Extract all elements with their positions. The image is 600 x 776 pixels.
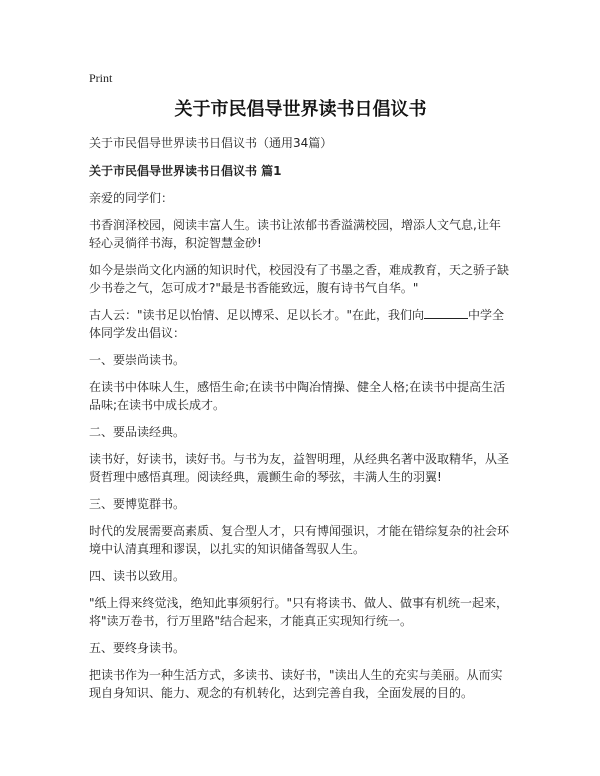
greeting: 亲爱的同学们： bbox=[89, 191, 174, 205]
paragraph-2: 如今是崇尚文化内涵的知识时代，校园没有了书墨之香，难成教育，天之骄子缺少书卷之气，怎可成才?"最是书香能致远，腹有诗书气自华。" bbox=[89, 263, 510, 295]
document-title: 关于市民倡导世界读书日倡议书 bbox=[174, 99, 427, 120]
paragraph-3 bbox=[89, 306, 512, 342]
point-2-heading: 二、要品读经典。 bbox=[89, 425, 186, 439]
paragraph-3-end: 中学全体同学发出倡议： bbox=[89, 308, 505, 340]
point-3-heading: 三、要博览群书。 bbox=[89, 497, 186, 511]
point-2-text: 读书好，好读书，读好书。与书为友，益智明理，从经典名著中汲取精华，从圣贤哲理中感悟真理。阅读经典，震颤生命的琴弦，丰满人生的羽翼! bbox=[89, 452, 510, 484]
print-link[interactable]: Print bbox=[89, 71, 113, 85]
document-subtitle: 关于市民倡导世界读书日倡议书（通用34篇） bbox=[89, 136, 333, 150]
point-3-text: 时代的发展需要高素质、复合型人才，只有博闻强识，才能在错综复杂的社会环境中认清真理和谬误，以扎实的知识储备驾驭人生。 bbox=[89, 524, 510, 556]
point-4-heading: 四、读书以致用。 bbox=[89, 569, 186, 583]
point-1-heading: 一、要崇尚读书。 bbox=[89, 353, 186, 367]
paragraph-1: 书香润泽校园，阅读丰富人生。读书让浓郁书香溢满校园，增添人文气息,让年轻心灵徜徉书海，积淀智慧金砂! bbox=[89, 218, 501, 250]
point-1-text: 在读书中体味人生，感悟生命;在读书中陶冶情操、健全人格;在读书中提高生活品味;在读书中成长成才。 bbox=[89, 380, 506, 412]
fill-in-blank bbox=[424, 306, 468, 319]
point-5-heading: 五、要终身读书。 bbox=[89, 641, 186, 655]
paragraph-3-start: 古人云："读书足以怡情、足以博采、足以长才。"在此，我们向 bbox=[89, 308, 425, 322]
section-heading: 关于市民倡导世界读书日倡议书 篇1 bbox=[89, 164, 282, 178]
point-4-text: "纸上得来终觉浅，绝知此事须躬行。"只有将读书、做人、做事有机统一起来，将"读万卷书，行万里路"结合起来，才能真正实现知行统一。 bbox=[89, 596, 509, 628]
point-5-text: 把读书作为一种生活方式，多读书、读好书，"读出人生的充实与美丽。从而实现自身知识、能力、观念的有机转化，达到完善自我，全面发展的目的。 bbox=[89, 668, 503, 700]
